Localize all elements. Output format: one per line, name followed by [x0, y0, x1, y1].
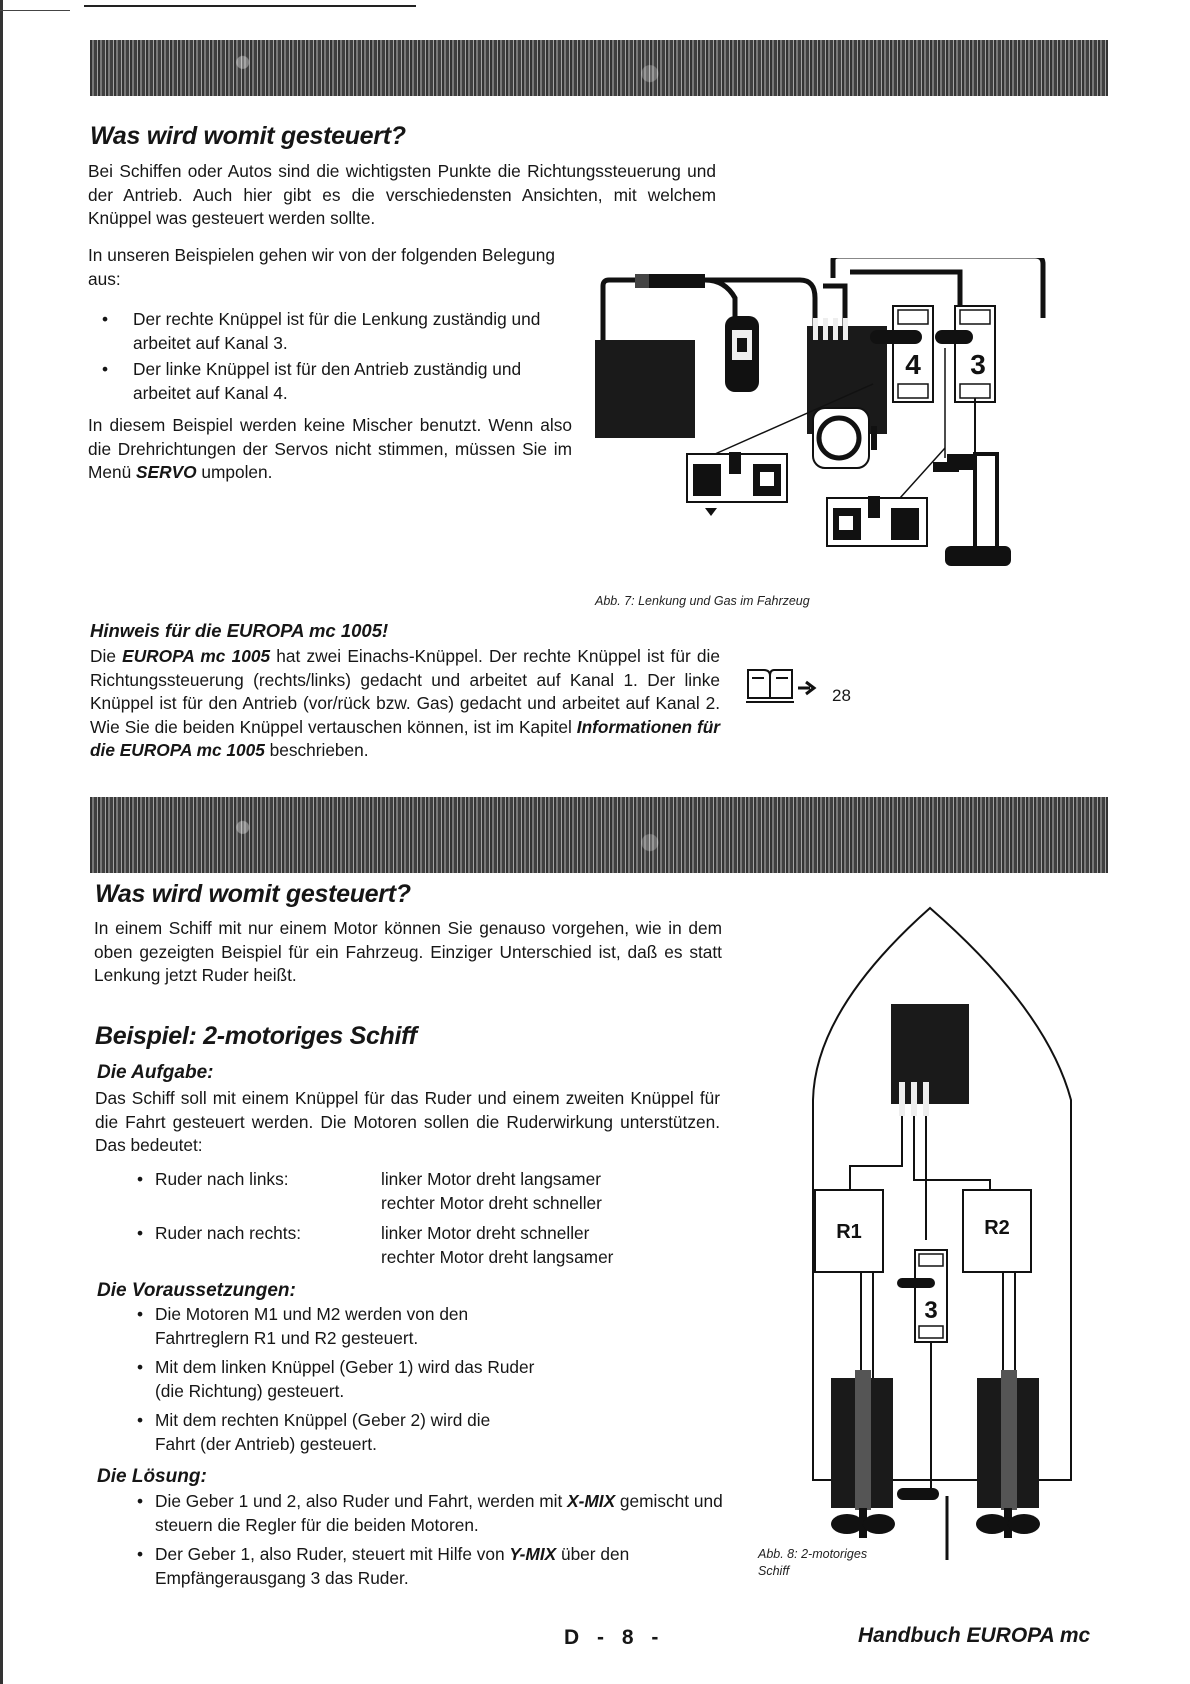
rudder-row-line: rechter Motor dreht schneller [381, 1193, 602, 1213]
note-text-part: Die [90, 646, 123, 666]
rudder-table [135, 1168, 695, 1276]
servo-3-label: 3 [970, 349, 986, 380]
prereq-item: • Mit dem linken Knüppel (Geber 1) wird das Ruder (die Richtung) gesteuert. [135, 1356, 535, 1403]
top-rule [84, 5, 416, 7]
ref-page-number: 28 [832, 686, 851, 705]
example-title: Beispiel: 2-motoriges Schiff [95, 1022, 417, 1050]
solution-text: Die Geber 1 und 2, also Ruder und Fahrt, werden mit [155, 1491, 568, 1511]
antenna-plug [635, 274, 705, 288]
section1-title: Was wird womit gesteuert? [90, 122, 406, 150]
model-name: EUROPA mc 1005 [122, 646, 271, 666]
prereq-list [135, 1303, 535, 1456]
stick-left-icon [687, 452, 787, 516]
bullet-item: • Der rechte Knüppel ist für die Lenkung zuständig und arbeitet auf Kanal 3. [88, 308, 572, 355]
servo-3 [935, 306, 995, 402]
figure-vehicle-wiring [595, 258, 1115, 610]
section1-bullet-list [88, 308, 572, 405]
prereq-heading: Die Voraussetzungen: [97, 1280, 296, 1301]
section2-intro: In einem Schiff mit nur einem Motor können Sie genauso vorgehen, wie in dem oben gezeigten Beispiel für ein Fahrzeug. Einziger Unterschied ist, daß es statt Lenkung jetzt Ruder heißt. [94, 918, 722, 985]
solution-item [135, 1543, 725, 1590]
xmix-ref: X-MIX [567, 1491, 616, 1511]
rudder-row-line: linker Motor dreht schneller [381, 1223, 590, 1243]
switch-harness [725, 316, 759, 392]
section1-intro: Bei Schiffen oder Autos sind die wichtigsten Punkte die Richtungssteuerung und der Antrieb. Auch hier gibt es die verschiedensten Ansichten, mit welchem Knüppel was gesteuert werden sollte. [88, 161, 716, 228]
motor-speed-control [813, 408, 877, 468]
controller-r2 [963, 1190, 1031, 1272]
figure8-caption: Abb. 8: 2-motoriges Schiff [758, 1547, 868, 1578]
scan-mark [0, 10, 70, 11]
note-text [90, 645, 720, 763]
note-text-part: hat zwei Einachs-Knüppel. Der rechte Knüppel ist für die Richtungssteuerung (rechts/links) gedacht und arbeitet auf Kanal 1. Der linke Knüppel ist für den Antrieb (vor/rück bzw. Gas) gedacht und arbeitet auf Kanal 2. Wie Sie die beiden Knüppel vertauschen können, ist im Kapitel [90, 646, 720, 737]
servo-label: 3 [924, 1297, 938, 1324]
rudder-row-line: rechter Motor dreht langsamer [381, 1247, 614, 1267]
para3-text: In diesem Beispiel werden keine Mischer benutzt. Wenn also die Drehrichtungen der Servos nicht stimmen, müssen Sie im Menü [88, 415, 572, 482]
chapter-ref: Informationen für die EUROPA mc 1005 [90, 716, 721, 760]
rudder-row-label: • Ruder nach rechts: [135, 1222, 301, 1246]
task-heading: Die Aufgabe: [97, 1062, 214, 1083]
ymix-ref: Y-MIX [509, 1544, 557, 1564]
solution-text: Der Geber 1, also Ruder, steuert mit Hilfe von [155, 1544, 510, 1564]
figure7-caption: Abb. 7: Lenkung und Gas im Fahrzeug [595, 594, 810, 608]
solution-list [135, 1490, 725, 1590]
book-reference-icon [744, 664, 824, 708]
prereq-item: • Mit dem rechten Knüppel (Geber 2) wird die Fahrt (der Antrieb) gesteuert. [135, 1409, 535, 1456]
servo-menu-ref: SERVO [136, 462, 197, 482]
section-banner [90, 797, 1108, 873]
bullet-item: • Der linke Knüppel ist für den Antrieb zuständig und arbeitet auf Kanal 4. [88, 358, 572, 405]
task-text: Das Schiff soll mit einem Knüppel für das Ruder und einem zweiten Knüppel für die Fahrt gesteuert werden. Die Motoren sollen die Ruderwirkung unterstützen. Das bedeutet: [95, 1088, 720, 1155]
rudder-row [135, 1168, 695, 1222]
controller-r1 [815, 1190, 883, 1272]
motor-m1 [831, 1370, 893, 1510]
solution-item [135, 1490, 725, 1537]
section2-title: Was wird womit gesteuert? [95, 880, 411, 908]
figure-boat-wiring [775, 900, 1105, 1570]
section1-para3 [88, 414, 572, 485]
solution-text: über den Empfängerausgang 3 das Ruder. [155, 1544, 630, 1588]
section-banner [90, 40, 1108, 96]
note-text-part: beschrieben. [264, 740, 369, 760]
rudder-row [135, 1222, 695, 1276]
prereq-item: • Die Motoren M1 und M2 werden von den Fahrtreglern R1 und R2 gesteuert. [135, 1303, 535, 1350]
para3-text-end: umpolen. [196, 462, 273, 482]
section1-para2: In unseren Beispielen gehen wir von der folgenden Belegung aus: [88, 245, 555, 289]
solution-text: gemischt und steuern die Regler für die beiden Motoren. [155, 1491, 723, 1535]
solution-heading: Die Lösung: [97, 1466, 207, 1487]
page-left-edge [0, 0, 3, 1684]
rudder-row-line: linker Motor dreht langsamer [381, 1169, 601, 1189]
receiver-block [891, 1004, 969, 1116]
stick-right-icon [827, 496, 927, 546]
controller-r1-label: R1 [836, 1221, 862, 1243]
motor-m2 [977, 1370, 1039, 1510]
note-title: Hinweis für die EUROPA mc 1005! [90, 620, 389, 641]
battery-block [595, 340, 695, 438]
page-number: D - 8 - [564, 1626, 665, 1649]
rudder-row-label: • Ruder nach links: [135, 1168, 289, 1192]
controller-r2-label: R2 [984, 1217, 1010, 1239]
footer-handbook: Handbuch EUROPA mc [858, 1624, 1091, 1647]
servo-4-label: 4 [905, 349, 921, 380]
